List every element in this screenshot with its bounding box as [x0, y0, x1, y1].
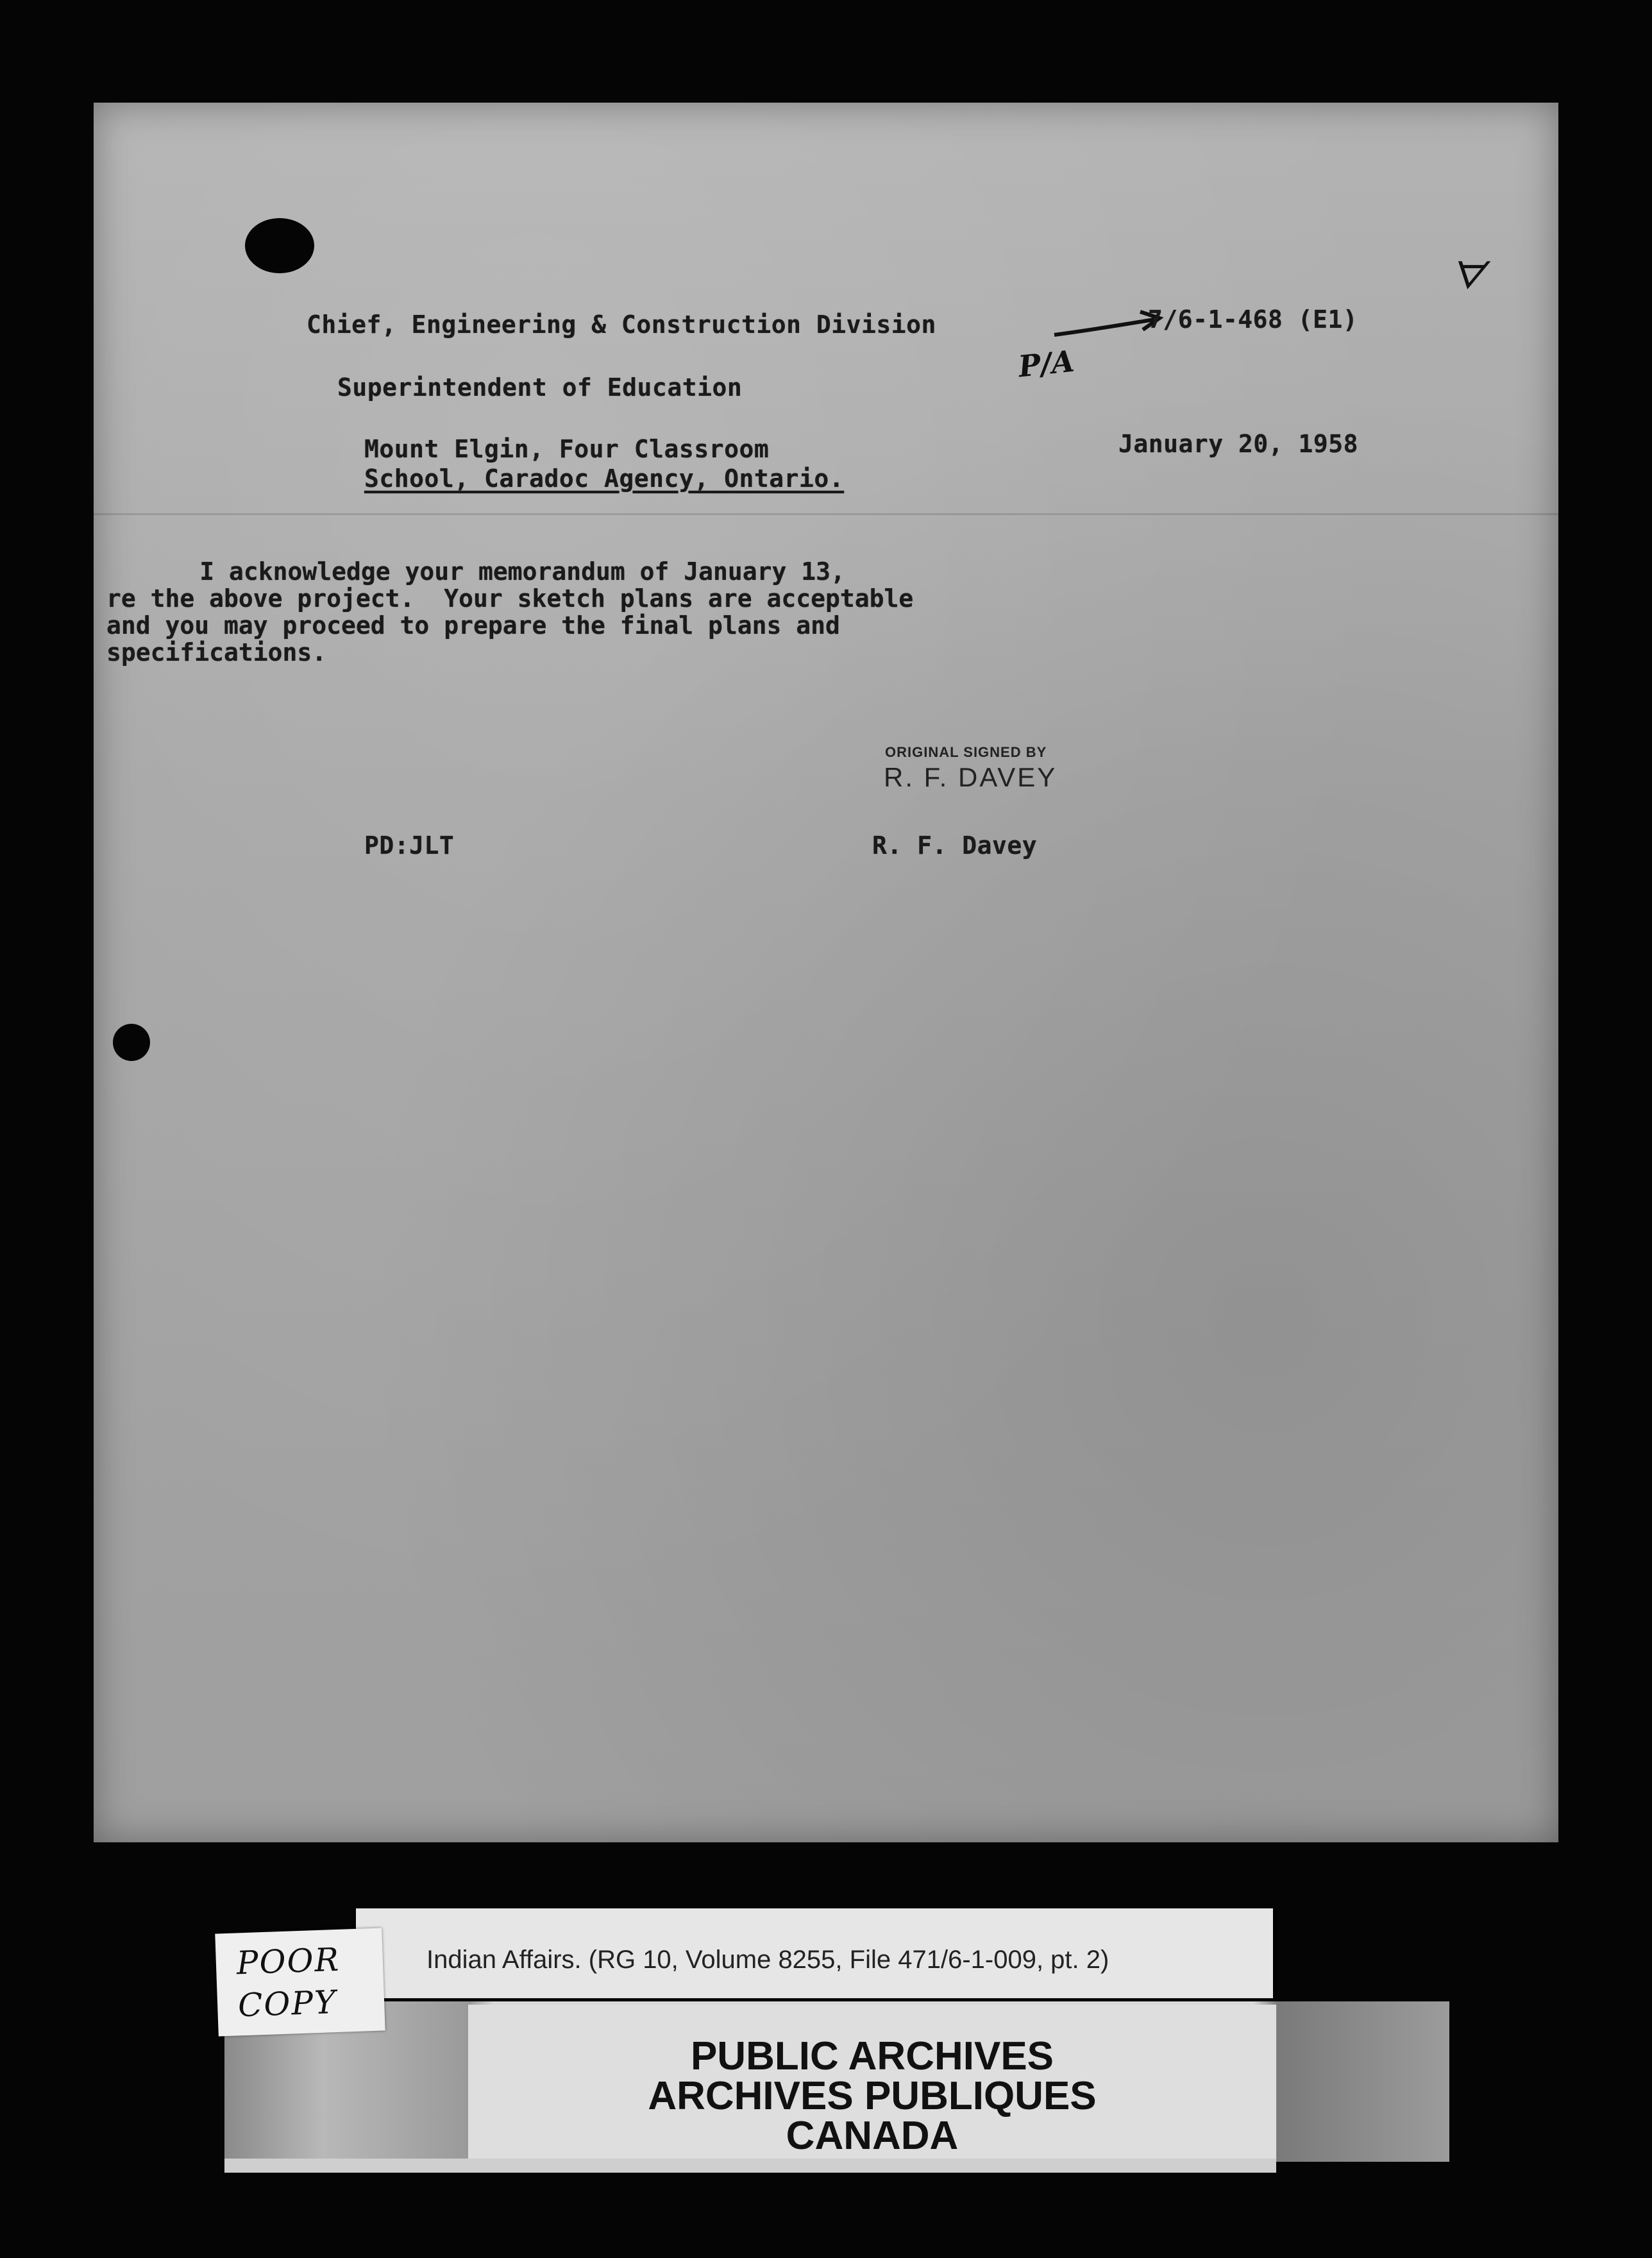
- signatory-name: R. F. Davey: [872, 831, 1038, 860]
- punch-hole-top: [245, 218, 314, 273]
- stamp-caption: ORIGINAL SIGNED BY: [885, 744, 1047, 760]
- handwritten-initials: P/A: [1016, 343, 1076, 384]
- body-line: I acknowledge your memorandum of January 13,: [112, 557, 845, 586]
- corner-check-mark: ᗊ: [1449, 254, 1486, 299]
- archives-label-line3: CANADA: [786, 2114, 959, 2158]
- poor-copy-label: [215, 1928, 385, 2037]
- poor-copy-line2: COPY: [237, 1983, 338, 2025]
- memo-date: January 20, 1958: [1118, 430, 1359, 458]
- memo-body: [106, 557, 1297, 666]
- memo-to: Chief, Engineering & Construction Division: [307, 310, 936, 339]
- subject-line-2: School, Caradoc Agency, Ontario.: [364, 464, 845, 493]
- archives-label-line2: ARCHIVES PUBLIQUES: [648, 2074, 1097, 2118]
- subject-line-1: Mount Elgin, Four Classroom: [364, 435, 770, 463]
- fold-line: [94, 513, 1558, 515]
- initials-reference: PD:JLT: [364, 831, 455, 860]
- archives-label-line1: PUBLIC ARCHIVES: [690, 2034, 1054, 2078]
- punch-hole-left: [113, 1024, 150, 1061]
- bottom-strip: [224, 2159, 1276, 2173]
- citation-text: Indian Affairs. (RG 10, Volume 8255, File 471/6-1-009, pt. 2): [426, 1946, 1109, 1974]
- body-line: and you may proceed to prepare the final plans and: [106, 611, 840, 640]
- stamp-name: R. F. DAVEY: [884, 762, 1058, 792]
- citation-strip: [356, 1908, 1273, 1998]
- body-line: specifications.: [106, 638, 327, 666]
- body-line: re the above project. Your sketch plans are acceptable: [106, 584, 914, 613]
- memo-from: Superintendent of Education: [337, 373, 743, 402]
- file-reference: 7/6-1-468 (E1): [1148, 305, 1358, 334]
- archives-label: [468, 2005, 1276, 2165]
- poor-copy-line1: POOR: [235, 1940, 341, 1982]
- memo-sheet: [94, 103, 1558, 1842]
